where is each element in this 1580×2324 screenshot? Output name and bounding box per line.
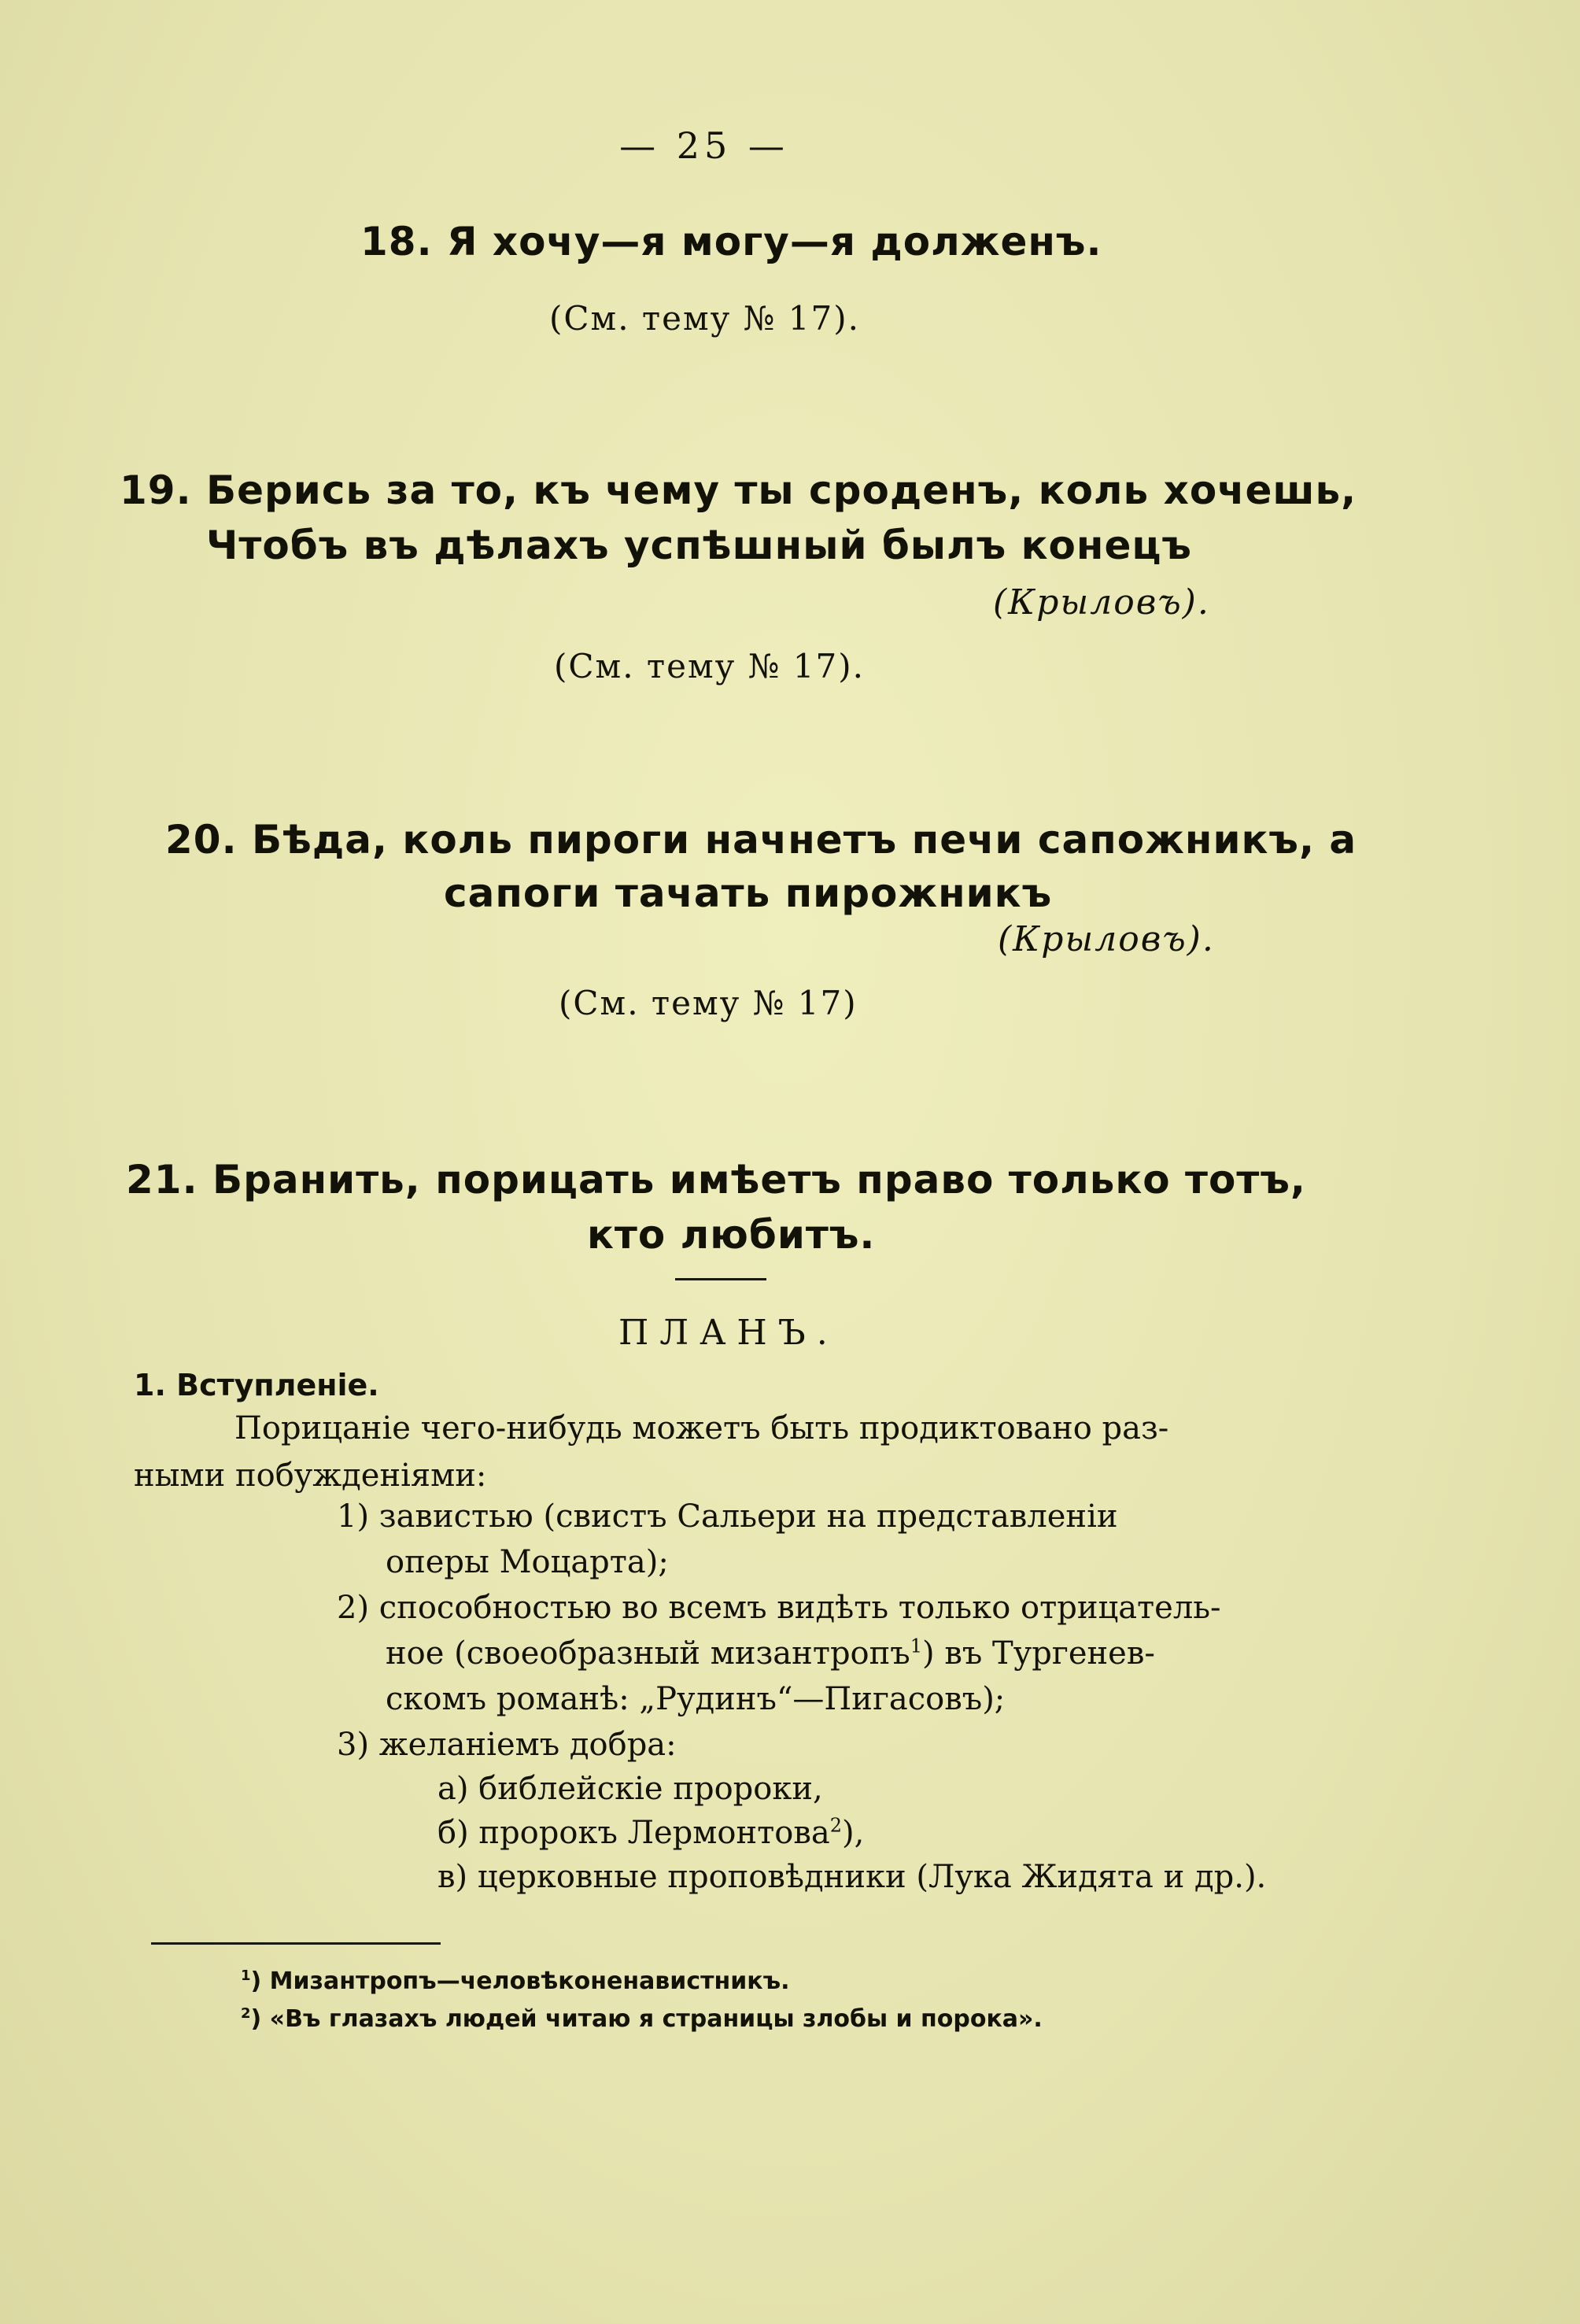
divider-rule [675, 1278, 766, 1280]
item-3-line-1: 3) желаніемъ добра: [337, 1727, 677, 1763]
topic-19-author: (Крыловъ). [993, 582, 1210, 623]
topic-19-reference: (См. тему № 17). [554, 647, 865, 685]
topic-19-line-1: 19. Берись за то, къ чему ты сроденъ, коль хочешь, [120, 467, 1357, 513]
topic-20-line-2: сапоги тачать пирожникъ [444, 870, 1053, 916]
topic-19-line-2: Чтобъ въ дѣлахъ успѣшный былъ конецъ [206, 523, 1192, 568]
topic-21-line-1: 21. Бранить, порицать имѣетъ право только тотъ, [126, 1157, 1306, 1203]
topic-20-author: (Крыловъ). [998, 919, 1215, 959]
intro-line-2: ными побужденіями: [134, 1458, 487, 1494]
topic-21-line-2: кто любитъ. [587, 1212, 876, 1258]
topic-18-title: 18. Я хочу—я могу—я долженъ. [360, 219, 1102, 264]
page-number: — 25 — [619, 124, 789, 167]
item-2-line-3: скомъ романѣ: „Рудинъ“—Пигасовъ); [386, 1681, 1006, 1717]
footnote-ref-2: 2 [829, 1814, 842, 1837]
item-2-line-2: ное (своеобразный мизантропъ$^1$) въ Тургенев- [386, 1635, 1155, 1672]
footnote-rule [151, 1942, 441, 1945]
subitem-c: в) церковные проповѣдники (Лука Жидята и др.). [437, 1859, 1267, 1895]
item-1-line-1: 1) завистью (свистъ Сальери на представленіи [337, 1498, 1118, 1535]
topic-20-reference: (См. тему № 17) [559, 984, 858, 1022]
subitem-a: а) библейскіе пророки, [437, 1771, 823, 1807]
item-1-line-2: оперы Моцарта); [386, 1544, 669, 1580]
plan-heading: ПЛАНЪ. [618, 1313, 839, 1353]
footnote-2: $^2$) «Въ глазахъ людей читаю я страницы злобы и порока». [241, 2005, 1043, 2033]
topic-18-reference: (См. тему № 17). [549, 299, 860, 338]
section-1-title: 1. Вступленіе. [134, 1368, 379, 1402]
subitem-b: б) пророкъ Лермонтова$^2$), [437, 1814, 865, 1851]
topic-20-line-1: 20. Бѣда, коль пироги начнетъ печи сапожникъ, а [165, 817, 1357, 863]
footnote-ref-1: 1 [910, 1635, 923, 1657]
footnote-1: $^1$) Мизантропъ—человѣконенавистникъ. [241, 1967, 790, 1995]
item-2-line-1: 2) способностью во всемъ видѣть только отрицатель- [337, 1590, 1221, 1626]
intro-line-1: Порицаніе чего-нибудь можетъ быть продиктовано раз- [234, 1410, 1169, 1446]
